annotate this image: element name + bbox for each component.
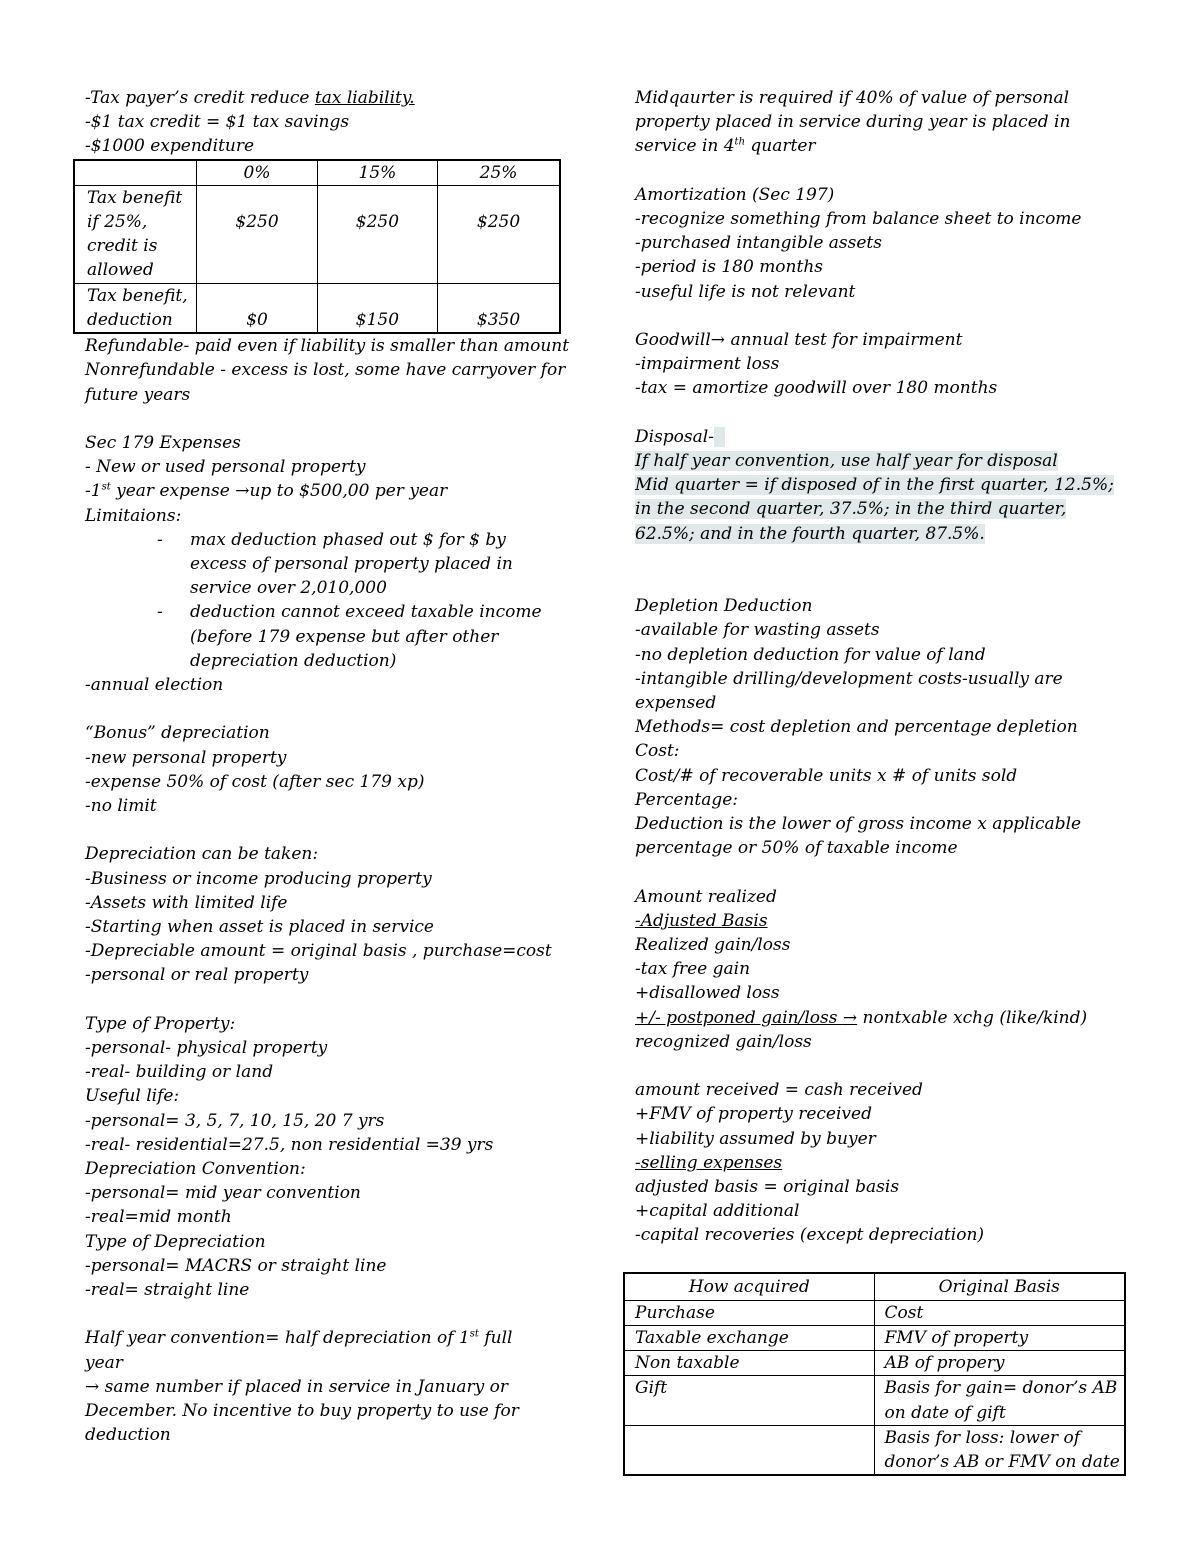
property-line: -personal= 3, 5, 7, 10, 15, 20 7 yrs — [85, 1110, 385, 1131]
realized-line: +/- postponed gain/loss → nontxable xchg (like/kind) — [635, 1007, 1088, 1028]
right-column — [635, 86, 1135, 1476]
property-line: Type of Property: — [85, 1013, 236, 1034]
header-25pct: 25% — [438, 160, 560, 186]
received-line: +FMV of property received — [635, 1104, 872, 1125]
header-how-acquired: How acquired — [624, 1273, 874, 1301]
depletion-line: -available for wasting assets — [635, 620, 880, 641]
realized-line: recognized gain/loss — [635, 1031, 812, 1052]
table-header-row — [624, 1273, 1125, 1301]
disposal-line: 62.5%; and in the fourth quarter, 87.5%. — [635, 523, 985, 544]
tax-liability-underlined: tax liability. — [314, 88, 415, 108]
header-original-basis: Original Basis — [874, 1273, 1125, 1301]
depreciation-line: -Business or income producing property — [85, 868, 432, 889]
amortization-line: -period is 180 months — [635, 257, 823, 278]
credit-line-2: -$1 tax credit = $1 tax savings — [85, 112, 350, 133]
realized-line: -tax free gain — [635, 959, 751, 980]
credit-line-3: -$1000 expenditure — [85, 136, 255, 157]
realized-line: Realized gain/loss — [635, 935, 791, 956]
amortization-line: -useful life is not relevant — [635, 281, 856, 302]
property-line: -real= straight line — [85, 1280, 250, 1301]
sec179-title: Sec 179 Expenses — [85, 433, 241, 454]
amortization-line: -recognize something from balance sheet to income — [635, 209, 1082, 229]
row-label: Tax benefit if 25%, credit is allowed — [74, 185, 197, 283]
disposal-line: If half year convention, use half year for disposal — [635, 451, 1058, 471]
sec179-line: - New or used personal property — [85, 457, 366, 478]
table-row: Tax benefit, deduction $0 $150 $350 — [74, 283, 560, 333]
property-line: Useful life: — [85, 1086, 180, 1107]
realized-line: Amount realized — [635, 886, 777, 907]
table-row: Taxable exchange FMV of property — [624, 1326, 1125, 1351]
depreciation-line: -Depreciable amount = original basis , purchase=cost — [85, 941, 552, 962]
bonus-line: -expense 50% of cost (after sec 179 xp) — [85, 771, 425, 792]
bonus-title: “Bonus” depreciation — [85, 723, 270, 744]
depletion-title: Depletion Deduction — [635, 596, 813, 617]
arrow-right-icon: → — [842, 1007, 858, 1028]
credit-deduction-table — [73, 159, 561, 335]
arrow-right-icon: → — [710, 330, 726, 350]
list-item: - deduction cannot exceed taxable income (before 179 expense but after other depreciation deduction) — [85, 600, 575, 673]
credit-line-1: -Tax payer’s credit reduce tax liability. — [85, 88, 415, 108]
received-line: +capital additional — [635, 1201, 800, 1222]
realized-line: +disallowed loss — [635, 983, 780, 1004]
bonus-line: -new personal property — [85, 747, 287, 768]
sec179-line: -annual election — [85, 675, 224, 696]
received-line: amount received = cash received — [635, 1080, 923, 1101]
property-line: -personal= mid year convention — [85, 1183, 361, 1204]
depreciation-line: -Starting when asset is placed in service — [85, 917, 434, 938]
goodwill-line: -tax = amortize goodwill over 180 months — [635, 378, 998, 399]
property-line: -personal= MACRS or straight line — [85, 1255, 387, 1276]
depletion-line: Cost/# of recoverable units x # of units sold — [635, 765, 1018, 786]
table-row: Basis for loss: lower of donor’s AB or FMV on date — [624, 1425, 1125, 1475]
amortization-title: Amortization (Sec 197) — [635, 184, 835, 205]
row-label: Tax benefit, deduction — [74, 283, 197, 333]
property-line: -real- building or land — [85, 1062, 274, 1083]
property-line: -real- residential=27.5, non residential =39 yrs — [85, 1134, 494, 1155]
received-line: +liability assumed by buyer — [635, 1128, 876, 1149]
sec179-line: Limitaions: — [85, 505, 182, 526]
received-line: -capital recoveries (except depreciation) — [635, 1225, 985, 1246]
sec179-line: -1st year expense →up to $500,00 per year — [85, 481, 448, 502]
property-line: Depreciation Convention: — [85, 1159, 306, 1180]
table-row: Tax benefit if 25%, credit is allowed $250 $250 $250 — [74, 185, 560, 283]
list-item: - max deduction phased out $ for $ by excess of personal property placed in service over 2,010,000 — [85, 528, 575, 601]
goodwill-line: -impairment loss — [635, 354, 780, 375]
amortization-line: -purchased intangible assets — [635, 233, 882, 254]
depletion-line: Cost: — [635, 741, 680, 762]
half-year-paragraph: Half year convention= half depreciation of 1st full year → same number if placed in service in January or December. No incentive to buy property to use for deduction — [85, 1328, 519, 1446]
header-15pct: 15% — [317, 160, 437, 186]
original-basis-table — [623, 1272, 1126, 1477]
midquarter-paragraph: Midqaurter is required if 40% of value of personal property placed in service during year is placed in service in 4th quarter — [635, 88, 1071, 157]
refundable-text: Refundable- paid even if liability is smaller than amount — [85, 336, 570, 357]
disposal-title: Disposal- — [635, 425, 1135, 449]
table-header-row — [74, 160, 560, 186]
disposal-line: Mid quarter = if disposed of in the first quarter, 12.5%; — [635, 475, 1114, 496]
depletion-line: -no depletion deduction for value of land — [635, 644, 986, 665]
table-row: Non taxable AB of propery — [624, 1351, 1125, 1376]
arrow-right-icon: → — [85, 1376, 100, 1397]
left-column — [85, 86, 575, 1447]
received-line: -selling expenses — [635, 1152, 783, 1173]
limitations-list — [85, 528, 575, 673]
depletion-line: -intangible drilling/development costs-usually are expensed — [635, 668, 1063, 713]
bonus-line: -no limit — [85, 796, 157, 817]
property-line: -personal- physical property — [85, 1038, 328, 1059]
received-line: adjusted basis = original basis — [635, 1177, 900, 1198]
disposal-line: in the second quarter, 37.5%; in the third quarter, — [635, 499, 1067, 520]
depletion-line: Deduction is the lower of gross income x applicable percentage or 50% of taxable income — [635, 814, 1082, 859]
depletion-line: Methods= cost depletion and percentage depletion — [635, 717, 1078, 738]
goodwill-title: Goodwill→ annual test for impairment — [635, 330, 963, 350]
realized-line: -Adjusted Basis — [635, 910, 768, 931]
table-row: Purchase Cost — [624, 1300, 1125, 1325]
depreciation-title: Depreciation can be taken: — [85, 844, 319, 865]
nonrefundable-text: Nonrefundable - excess is lost, some have carryover for future years — [85, 360, 566, 405]
depreciation-line: -personal or real property — [85, 965, 309, 986]
header-0pct: 0% — [197, 160, 317, 186]
table-row: Gift Basis for gain= donor’s AB on date of gift — [624, 1376, 1125, 1425]
property-line: Type of Depreciation — [85, 1231, 266, 1252]
property-line: -real=mid month — [85, 1207, 232, 1228]
depreciation-line: -Assets with limited life — [85, 892, 288, 913]
arrow-right-icon: → — [235, 481, 250, 502]
depletion-line: Percentage: — [635, 789, 739, 810]
